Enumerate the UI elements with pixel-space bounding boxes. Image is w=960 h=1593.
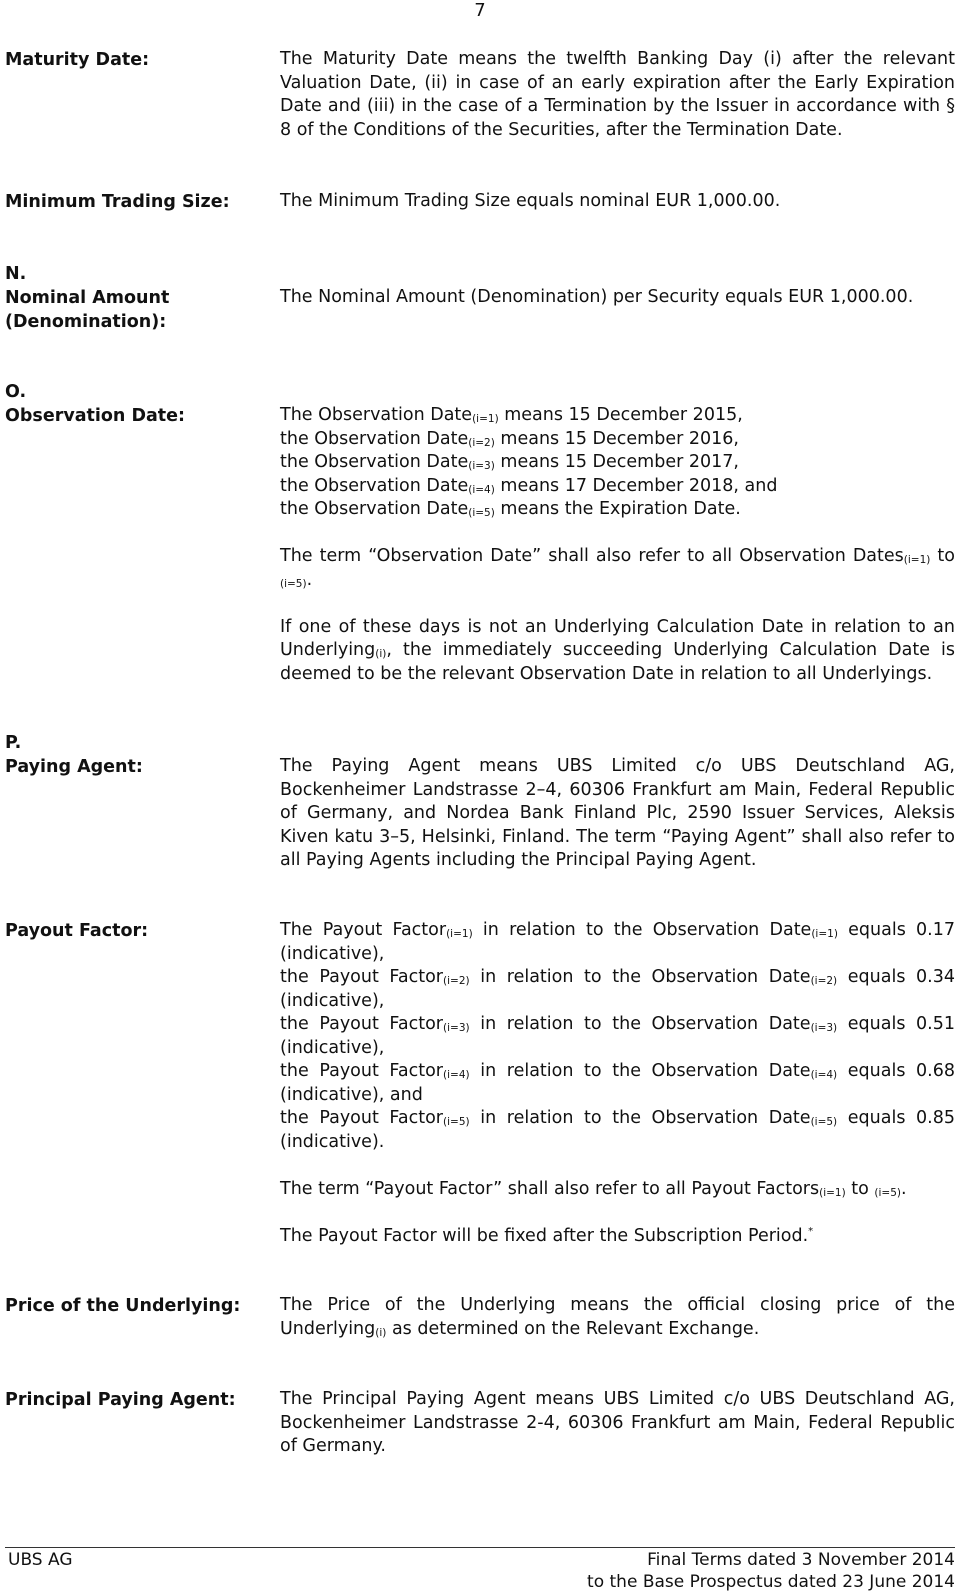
definition-price-of-underlying	[280, 1294, 955, 1341]
footer-dates	[587, 1549, 955, 1593]
observation-date-line: the Observation Date(i=5) means the Expiration Date.	[280, 499, 741, 519]
term-paying-agent	[5, 731, 270, 779]
term-payout-factor: Payout Factor:	[5, 921, 149, 941]
definition-minimum-trading-size	[280, 190, 955, 214]
observation-date-list	[280, 404, 955, 522]
payout-factor-item: The Payout Factor(i=1) in relation to the Observation Date(i=1) equals 0.17 (indicative),	[280, 920, 956, 964]
payout-factor-item: the Payout Factor(i=3) in relation to the Observation Date(i=3) equals 0.51 (indicative),	[280, 1014, 956, 1058]
maturity-date-text: The Maturity Date means the twelfth Banking Day (i) after the relevant Valuation Date, (ii) in case of an early expiration after the Early Expiration Date and (iii) in the case of a Termination by the Issuer in accordance with § 8 of the Conditions of the Securities, after the Termination Date.	[280, 49, 955, 140]
definition-paying-agent	[280, 755, 955, 873]
footer-divider	[5, 1547, 955, 1548]
payout-factor-item: the Payout Factor(i=5) in relation to the Observation Date(i=5) equals 0.85 (indicative).	[280, 1108, 956, 1152]
definition-principal-paying-agent	[280, 1388, 955, 1459]
nominal-amount-term-line2: (Denomination):	[5, 312, 167, 332]
payout-factor-item: the Payout Factor(i=4) in relation to the Observation Date(i=4) equals 0.68 (indicative), and	[280, 1061, 956, 1105]
observation-date-line: The Observation Date(i=1) means 15 December 2015,	[280, 405, 743, 425]
observation-date-term-note: The term “Observation Date” shall also refer to all Observation Dates(i=1) to (i=5).	[280, 546, 955, 590]
price-of-underlying-text: The Price of the Underlying means the official closing price of the Underlying(i) as determined on the Relevant Exchange.	[280, 1295, 955, 1339]
term-maturity-date: Maturity Date:	[5, 50, 150, 70]
footer-issuer: UBS AG	[8, 1550, 73, 1570]
footer-final-terms: Final Terms dated 3 November 2014	[647, 1550, 955, 1570]
definition-maturity-date	[280, 48, 955, 142]
nominal-amount-text: The Nominal Amount (Denomination) per Security equals EUR 1,000.00.	[280, 287, 914, 307]
term-price-of-underlying: Price of the Underlying:	[5, 1296, 241, 1316]
page-number: 7	[474, 0, 486, 21]
payout-factor-fixed-note: The Payout Factor will be fixed after the Subscription Period.*	[280, 1225, 814, 1246]
payout-factor-term-note: The term “Payout Factor” shall also refer to all Payout Factors(i=1) to (i=5).	[280, 1178, 907, 1199]
principal-paying-agent-text: The Principal Paying Agent means UBS Limited c/o UBS Deutschland AG, Bockenheimer Landstrasse 2-4, 60306 Frankfurt am Main, Federal Republic of Germany.	[280, 1389, 955, 1456]
section-letter-n: N.	[5, 264, 27, 284]
observation-date-term: Observation Date:	[5, 406, 186, 426]
observation-date-line: the Observation Date(i=3) means 15 December 2017,	[280, 452, 739, 472]
term-observation-date	[5, 380, 270, 428]
nominal-amount-term-line1: Nominal Amount	[5, 288, 170, 308]
footnote-marker: *	[808, 1225, 814, 1237]
paying-agent-term: Paying Agent:	[5, 757, 143, 777]
definition-observation-date	[280, 404, 955, 686]
paying-agent-text: The Paying Agent means UBS Limited c/o UBS Deutschland AG, Bockenheimer Landstrasse 2–4, 60306 Frankfurt am Main, Federal Republic of Germany, and Nordea Bank Finland Plc, 2590 Issuer Services, Aleksis Kiven katu 3–5, Helsinki, Finland. The term “Paying Agent” shall also refer to all Paying Agents including the Principal Paying Agent.	[280, 756, 955, 870]
observation-date-line: the Observation Date(i=4) means 17 December 2018, and	[280, 475, 778, 496]
definition-nominal-amount	[280, 286, 955, 310]
definition-payout-factor	[280, 919, 955, 1248]
term-principal-paying-agent: Principal Paying Agent:	[5, 1390, 236, 1410]
term-nominal-amount	[5, 262, 270, 334]
section-letter-p: P.	[5, 733, 22, 753]
minimum-trading-size-text: The Minimum Trading Size equals nominal EUR 1,000.00.	[280, 191, 781, 211]
payout-factor-list	[280, 919, 955, 1154]
observation-date-line: the Observation Date(i=2) means 15 December 2016,	[280, 428, 739, 449]
observation-date-fallback: If one of these days is not an Underlying Calculation Date in relation to an Underlying(i), the immediately succeeding Underlying Calculation Date is deemed to be the relevant Observation Date in relation to all Underlyings.	[280, 616, 955, 684]
section-letter-o: O.	[5, 382, 27, 402]
footer-base-prospectus: to the Base Prospectus dated 23 June 2014	[587, 1572, 955, 1592]
term-minimum-trading-size: Minimum Trading Size:	[5, 192, 230, 212]
payout-factor-item: the Payout Factor(i=2) in relation to the Observation Date(i=2) equals 0.34 (indicative),	[280, 967, 956, 1011]
